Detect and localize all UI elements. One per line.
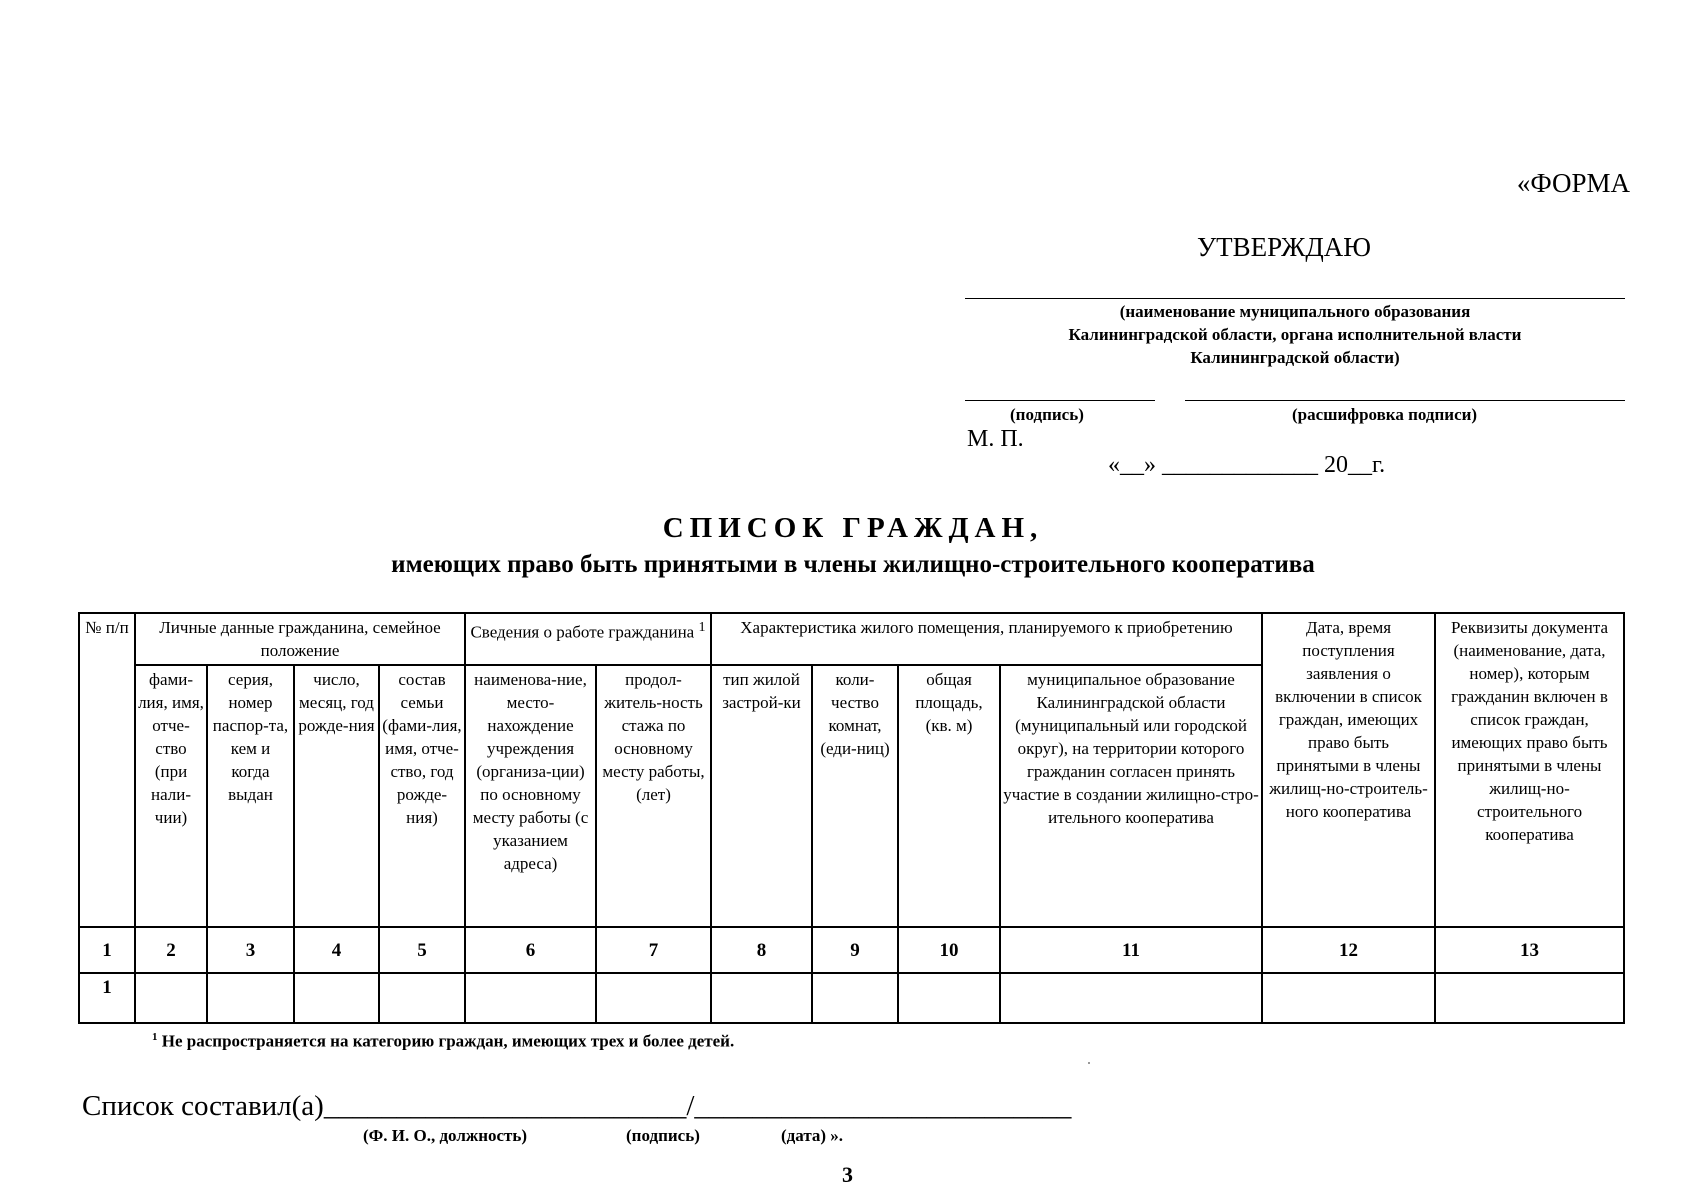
approval-date: «__» _____________ 20__г. bbox=[1108, 452, 1386, 478]
signature-caption-footer: (подпись) bbox=[626, 1126, 700, 1145]
header-passport: серия, номер паспор-та, кем и когда выдан bbox=[207, 665, 294, 927]
document-title: СПИСОК ГРАЖДАН, bbox=[662, 512, 1044, 544]
signature-line bbox=[965, 400, 1155, 401]
table-cell bbox=[465, 973, 596, 1023]
header-work-info bbox=[465, 613, 711, 665]
table-cell bbox=[294, 973, 379, 1023]
column-number: 6 bbox=[465, 927, 596, 973]
org-caption-line-2: Калининградской области, органа исполнительной власти bbox=[1068, 325, 1522, 344]
header-row-number: № п/п bbox=[79, 613, 135, 927]
org-name-line bbox=[965, 298, 1625, 299]
header-work-info-text: Сведения о работе гражданина bbox=[470, 622, 695, 642]
table-cell bbox=[812, 973, 898, 1023]
table-cell bbox=[596, 973, 711, 1023]
row-number: 1 bbox=[79, 973, 135, 1023]
header-full-name: фами-лия, имя, отче-ство (при нали-чии) bbox=[135, 665, 207, 927]
header-building-type: тип жилой застрой-ки bbox=[711, 665, 812, 927]
footnote bbox=[152, 1031, 734, 1052]
compiled-by-line: Список составил(а)_________________________/__________________________ bbox=[82, 1090, 1072, 1122]
header-employer: наименова-ние, место-нахождение учреждения (организа-ции) по основному месту работы (с указанием адреса) bbox=[465, 665, 596, 927]
column-number: 7 bbox=[596, 927, 711, 973]
column-number: 2 bbox=[135, 927, 207, 973]
table-cell bbox=[379, 973, 465, 1023]
page-number: 3 bbox=[842, 1162, 853, 1187]
column-number: 1 bbox=[79, 927, 135, 973]
column-number: 12 bbox=[1262, 927, 1435, 973]
header-housing: Характеристика жилого помещения, планируемого к приобретению bbox=[711, 613, 1262, 665]
table-cell bbox=[1435, 973, 1624, 1023]
stamp-label: М. П. bbox=[967, 426, 1024, 452]
header-document-requisites: Реквизиты документа (наименование, дата, номер), которым гражданин включен в список граждан, имеющих право быть принятыми в члены жилищ-но-строительного кооператива bbox=[1435, 613, 1624, 927]
header-municipality: муниципальное образование Калининградской области (муниципальный или городской округ), на территории которого гражданин согласен принять участие в создании жилищно-стро-ительного кооператива bbox=[1000, 665, 1262, 927]
footnote-text: Не распространяется на категорию граждан, имеющих трех и более детей. bbox=[157, 1031, 735, 1051]
decoding-caption: (расшифровка подписи) bbox=[1292, 405, 1478, 424]
column-number: 8 bbox=[711, 927, 812, 973]
footnote-mark: 1 bbox=[152, 1031, 158, 1043]
fio-caption: (Ф. И. О., должность) bbox=[363, 1126, 528, 1145]
org-caption-line-3: Калининградской области) bbox=[1190, 348, 1400, 367]
table-row bbox=[79, 973, 1624, 1023]
header-birth-date: число, месяц, год рожде-ния bbox=[294, 665, 379, 927]
column-number: 4 bbox=[294, 927, 379, 973]
date-caption: (дата) ». bbox=[781, 1126, 844, 1145]
table-cell bbox=[1000, 973, 1262, 1023]
table-cell bbox=[207, 973, 294, 1023]
table-cell bbox=[135, 973, 207, 1023]
header-family: состав семьи (фами-лия, имя, отче-ство, год рожде-ния) bbox=[379, 665, 465, 927]
column-numbers-row bbox=[79, 927, 1624, 973]
footnote-ref: 1 bbox=[698, 619, 706, 635]
table-cell bbox=[898, 973, 1000, 1023]
header-personal-data: Личные данные гражданина, семейное положение bbox=[135, 613, 465, 665]
table-cell bbox=[711, 973, 812, 1023]
document-subtitle: имеющих право быть принятыми в члены жилищно-строительного кооператива bbox=[391, 551, 1315, 578]
header-area: общая площадь, (кв. м) bbox=[898, 665, 1000, 927]
column-number: 3 bbox=[207, 927, 294, 973]
column-number: 13 bbox=[1435, 927, 1624, 973]
decoding-line bbox=[1185, 400, 1625, 401]
column-number: 9 bbox=[812, 927, 898, 973]
column-number: 11 bbox=[1000, 927, 1262, 973]
form-label: «ФОРМА bbox=[1516, 168, 1630, 198]
signature-caption: (подпись) bbox=[1010, 405, 1084, 424]
org-caption-line-1: (наименование муниципального образования bbox=[1119, 302, 1471, 321]
header-application-date: Дата, время поступления заявления о включении в список граждан, имеющих право быть принятыми в члены жилищ-но-строитель-ного кооператива bbox=[1262, 613, 1435, 927]
citizens-list-table bbox=[78, 612, 1625, 1024]
org-caption bbox=[965, 300, 1625, 369]
approve-label: УТВЕРЖДАЮ bbox=[1197, 232, 1372, 262]
header-experience: продол-житель-ность стажа по основному месту работы, (лет) bbox=[596, 665, 711, 927]
scan-dot bbox=[1088, 1062, 1090, 1064]
table-cell bbox=[1262, 973, 1435, 1023]
header-rooms: коли-чество комнат, (еди-ниц) bbox=[812, 665, 898, 927]
column-number: 5 bbox=[379, 927, 465, 973]
column-number: 10 bbox=[898, 927, 1000, 973]
